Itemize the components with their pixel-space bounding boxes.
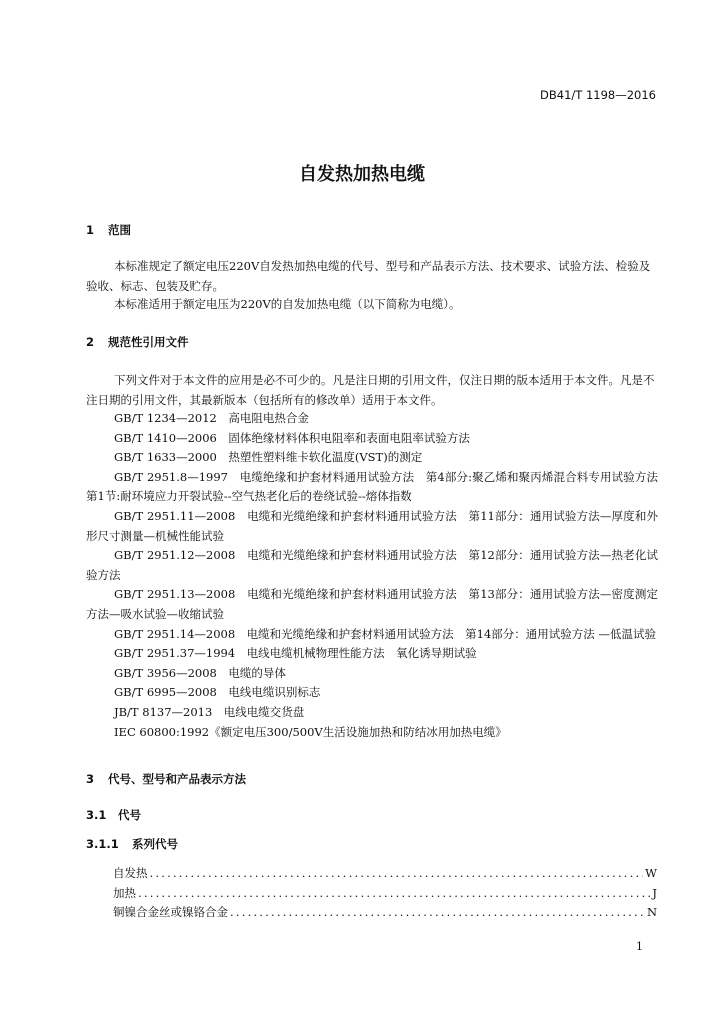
code-row (113, 865, 657, 885)
section-2-intro: 下列文件对于本文件的应用是必不可少的。凡是注日期的引用文件，仅注日期的版本适用于本文件。凡是不注日期的引用文件，其最新版本（包括所有的修改单）适用于本文件。 (86, 373, 655, 407)
leader-dots (138, 886, 650, 900)
section-3-heading (86, 771, 246, 787)
reference-item: GB/T 1410—2006 固体绝缘材料体积电阻率和表面电阻率试验方法 (114, 430, 470, 445)
section-2-heading (86, 334, 189, 350)
section-1-paragraph-1: 本标准规定了额定电压220V自发热加热电缆的代号、型号和产品表示方法、技术要求、试验方法、检验及验收、标志、包装及贮存。 (86, 259, 651, 293)
leader-dots (150, 866, 644, 880)
section-2-title: 规范性引用文件 (108, 335, 189, 349)
section-3-1-number: 3.1 (86, 808, 107, 822)
code-value: J (652, 885, 657, 900)
reference-item: GB/T 6995—2008 电线电缆识别标志 (114, 685, 321, 700)
series-code-list (113, 865, 657, 924)
reference-item: JB/T 8137—2013 电线电缆交货盘 (114, 704, 305, 719)
section-1-title: 范围 (108, 223, 131, 237)
section-2-number: 2 (86, 335, 95, 349)
code-row (113, 885, 657, 905)
section-3-1-1-title: 系列代号 (132, 837, 178, 851)
code-value: W (645, 866, 657, 880)
section-3-1-1-number: 3.1.1 (86, 837, 119, 851)
code-label: 铜镍合金丝或镍铬合金 (113, 905, 228, 920)
reference-item: GB/T 2951.12—2008 电缆和光缆绝缘和护套材料通用试验方法 第12部分：通用试验方法—热老化试验方法 (86, 548, 658, 582)
reference-item: GB/T 2951.14—2008 电缆和光缆绝缘和护套材料通用试验方法 第14部分：通用试验方法 —低温试验 (114, 626, 656, 641)
reference-item: GB/T 2951.11—2008 电缆和光缆绝缘和护套材料通用试验方法 第11部分：通用试验方法—厚度和外形尺寸测量—机械性能试验 (86, 508, 658, 543)
section-1-number: 1 (86, 223, 95, 237)
page-number: 1 (636, 940, 643, 953)
reference-item: GB/T 3956—2008 电缆的导体 (114, 665, 286, 680)
reference-item: GB/T 1234—2012 高电阻电热合金 (114, 411, 309, 425)
section-1-paragraph-2: 本标准适用于额定电压为220V的自发加热电缆（以下简称为电缆）。 (114, 297, 461, 311)
normative-references-list (86, 409, 658, 742)
reference-item: GB/T 2951.13—2008 电缆和光缆绝缘和护套材料通用试验方法 第13部分：通用试验方法—密度测定方法—吸水试验—收缩试验 (86, 587, 658, 621)
leader-dots (230, 905, 645, 919)
code-label: 加热 (113, 885, 136, 900)
code-label: 自发热 (113, 866, 148, 880)
document-title: 自发热加热电缆 (299, 164, 425, 185)
section-3-1-heading (86, 807, 141, 823)
standard-code: DB41/T 1198—2016 (540, 88, 656, 102)
reference-item: GB/T 1633—2000 热塑性塑料维卡软化温度(VST)的测定 (114, 450, 423, 465)
reference-item: GB/T 2951.37—1994 电线电缆机械物理性能方法 氧化诱导期试验 (114, 646, 477, 661)
section-3-number: 3 (86, 772, 95, 786)
code-value: N (646, 905, 657, 920)
reference-item: GB/T 2951.8—1997 电缆绝缘和护套材料通用试验方法 第4部分:聚乙烯和聚丙烯混合料专用试验方法 第1节:耐环境应力开裂试验--空气热老化后的卷绕试验--熔体指数 (86, 469, 658, 504)
section-3-title: 代号、型号和产品表示方法 (108, 772, 246, 786)
section-3-1-1-heading (86, 836, 178, 852)
reference-item: IEC 60800:1992《额定电压300/500V生活设施加热和防结冰用加热电缆》 (114, 724, 507, 739)
code-row (113, 904, 657, 924)
section-1-heading (86, 222, 131, 238)
section-3-1-title: 代号 (118, 808, 141, 822)
